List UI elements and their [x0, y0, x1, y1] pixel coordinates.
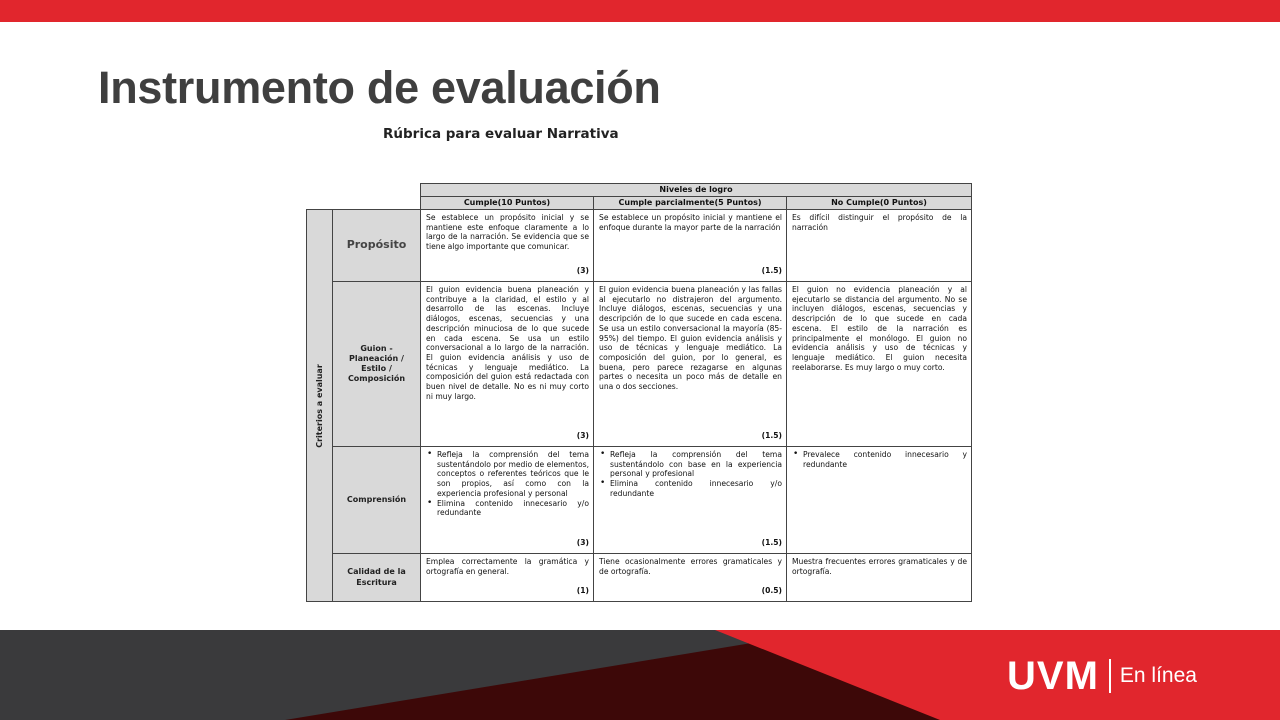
uvm-logo	[1007, 656, 1197, 696]
list-item: • Elimina contenido innecesario y/o redundante	[426, 499, 589, 518]
cell-text: Se establece un propósito inicial y mantiene el enfoque durante la mayor parte de la narración	[599, 213, 782, 232]
cell-text: Muestra frecuentes errores gramaticales y de ortografía.	[792, 557, 967, 576]
bullet-list	[426, 450, 589, 518]
list-item: • Refleja la comprensión del tema sustentándolo con base en la experiencia personal y profesional	[599, 450, 782, 479]
cell-score: (3)	[576, 538, 589, 548]
cell-text: El guion no evidencia planeación y al ejecutarlo se distancia del argumento. No se incluyen diálogos, escenas, secuencias y descripción de lo que sucede en cada escena. El estilo de la narración es principalmente el monólogo. El guion no evidencia análisis y uso de técnicas y lenguaje mediático. El guion necesita reelaborarse. Es muy largo o muy corto.	[792, 285, 967, 372]
rubric-cell	[594, 282, 787, 447]
rubric-cell	[421, 210, 594, 282]
list-item: • Prevalece contenido innecesario y redundante	[792, 450, 967, 469]
rubric-cell	[787, 447, 972, 554]
cell-text: Emplea correctamente la gramática y ortografía en general.	[426, 557, 589, 576]
criterion-guion: Guion - Planeación / Estilo / Composición	[333, 282, 421, 447]
cell-score: (1.5)	[761, 538, 782, 548]
rubric-cell	[594, 210, 787, 282]
level-header-cumple-parcialmente: Cumple parcialmente(5 Puntos)	[594, 197, 787, 210]
rubric-cell	[787, 210, 972, 282]
rubric-cell	[421, 447, 594, 554]
logo-divider	[1109, 659, 1111, 693]
cell-score: (1)	[576, 586, 589, 596]
cell-text: Es difícil distinguir el propósito de la narración	[792, 213, 967, 232]
bullet-list	[792, 450, 967, 469]
criteria-side-label: Criterios a evaluar	[314, 363, 324, 448]
table-row	[307, 447, 972, 554]
table-row	[307, 210, 972, 282]
rubric-cell	[421, 554, 594, 602]
rubric-cell	[421, 282, 594, 447]
cell-text: El guion evidencia buena planeación y contribuye a la claridad, el estilo y al desarrollo de las escenas. Incluye diálogos, escenas, secuencias y una descripción minuciosa de lo que sucede en cada escena. Se usa un estilo conversacional a lo largo de la narración. El guion evidencia análisis y uso de técnicas y lenguaje mediático. La composición del guion está redactada con buen nivel de detalle. No es ni muy corto ni muy largo.	[426, 285, 589, 401]
cell-score: (3)	[576, 431, 589, 441]
cell-score: (1.5)	[761, 431, 782, 441]
cell-text: Tiene ocasionalmente errores gramaticales y de ortografía.	[599, 557, 782, 576]
cell-text: Se establece un propósito inicial y se mantiene este enfoque claramente a lo largo de la narración. Se evidencia que se tiene algo importante que comunicar.	[426, 213, 589, 252]
table-row	[307, 554, 972, 602]
list-item: • Refleja la comprensión del tema sustentándolo por medio de elementos, conceptos o referentes teóricos que le son propios, así como con la experiencia profesional y personal	[426, 450, 589, 499]
criterion-calidad-escritura: Calidad de la Escritura	[333, 554, 421, 602]
slide-title: Instrumento de evaluación	[98, 62, 661, 113]
bullet-list	[599, 450, 782, 499]
cell-text: El guion evidencia buena planeación y las fallas al ejecutarlo no distrajeron del argumento. Incluye diálogos, escenas, secuencias y una descripción de lo que sucede en cada escena. Se usa un estilo conversacional la mayoría (85-95%) del tiempo. El guion evidencia análisis y uso de técnicas y lenguaje mediático. La composición del guion, por lo general, es buena, pero parece rezagarse en algunas partes o necesita un poco más de detalle en una o dos secciones.	[599, 285, 782, 392]
cell-score: (0.5)	[761, 586, 782, 596]
cell-score: (3)	[576, 266, 589, 276]
level-header-no-cumple: No Cumple(0 Puntos)	[787, 197, 972, 210]
rubric-title: Rúbrica para evaluar Narrativa	[383, 126, 619, 142]
rubric-group-header-row	[307, 184, 972, 197]
level-header-cumple: Cumple(10 Puntos)	[421, 197, 594, 210]
cell-score: (1.5)	[761, 266, 782, 276]
criteria-side-header	[307, 210, 333, 602]
table-row	[307, 282, 972, 447]
levels-group-header: Niveles de logro	[421, 184, 972, 197]
logo-wordmark: UVM	[1007, 654, 1099, 698]
rubric-table	[306, 183, 972, 602]
rubric-cell	[787, 554, 972, 602]
top-accent-bar	[0, 0, 1280, 22]
rubric-cell	[594, 447, 787, 554]
rubric-cell	[594, 554, 787, 602]
rubric-cell	[787, 282, 972, 447]
criterion-comprension: Comprensión	[333, 447, 421, 554]
rubric-corner	[307, 184, 421, 210]
criterion-proposito: Propósito	[333, 210, 421, 282]
logo-subtitle: En línea	[1119, 664, 1197, 687]
list-item: • Elimina contenido innecesario y/o redundante	[599, 479, 782, 498]
